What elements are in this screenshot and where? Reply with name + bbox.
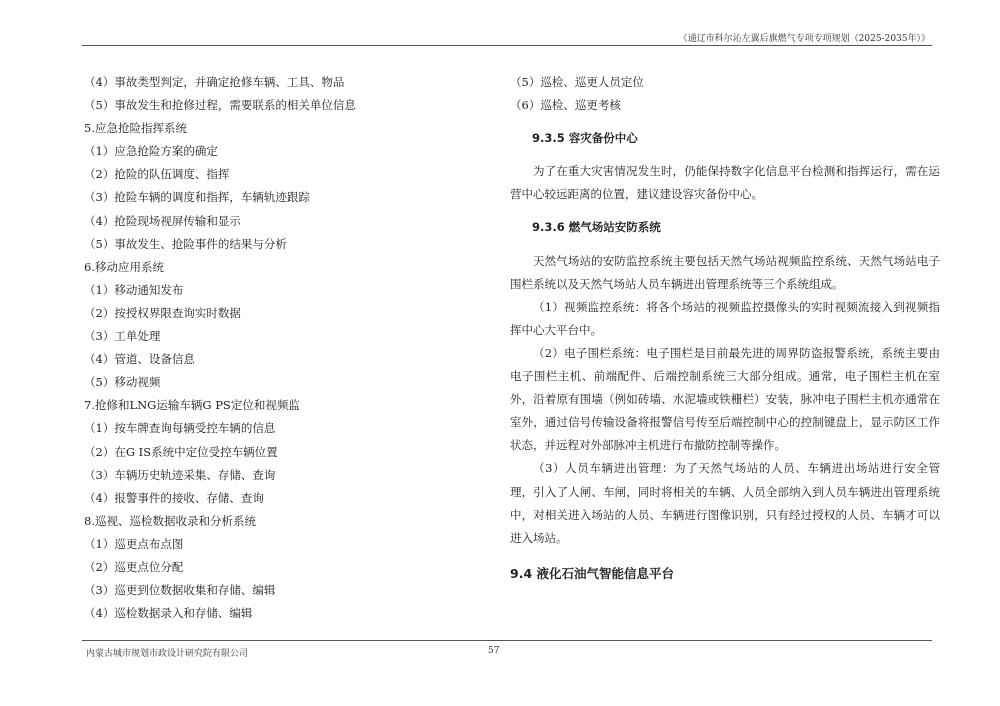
paragraph: （1）视频监控系统：将各个场站的视频监控摄像头的实时视频流接入到视频指挥中心大平台中。 [510,299,940,337]
list-item: （1）巡更点布点图 [84,536,184,551]
list-item: （2）按授权界限查询实时数据 [84,305,241,320]
footer-organization: 内蒙古城市规划市政设计研究院有限公司 [86,649,249,659]
list-heading: 7.抢修和LNG运输车辆G PS定位和视频监 [84,398,300,413]
footer-divider [82,640,932,641]
list-item: （2）巡更点位分配 [84,559,184,574]
paragraph: （2）电子围栏系统：电子围栏是目前最先进的周界防盗报警系统，系统主要由电子围栏主机、前端配件、后端控制系统三大部分组成。通常，电子围栏主机在室外，沿着原有围墙（例如砖墙、水泥墙或铁栅栏）安装，脉冲电子围栏主机亦通常在室外，通过信号传输设备将报警信号传至后端控制中心的控制键盘上，显示防区工作状态，并远程对外部脉冲主机进行布撤防控制等操作。 [510,345,940,453]
list-item: （5）巡检、巡更人员定位 [510,75,644,89]
list-heading: 5.应急抢险指挥系统 [84,121,187,136]
left-column [84,71,484,625]
list-item: （1）应急抢险方案的确定 [84,144,218,159]
section-heading-94: 9.4 液化石油气智能信息平台 [510,565,674,581]
list-item: （2）抢险的队伍调度、指挥 [84,167,230,182]
list-heading: 6.移动应用系统 [84,259,164,274]
list-item: （4）巡检数据录入和存储、编辑 [84,606,253,621]
list-item: （3）车辆历史轨迹采集、存储、查询 [84,467,276,482]
list-item: （4）事故类型判定，并确定抢修车辆、工具、物品 [84,75,345,89]
list-item: （5）移动视频 [84,375,161,390]
paragraph: （3）人员车辆进出管理：为了天然气场站的人员、车辆进出场站进行安全管理，引入了人闸、车闸，同时将相关的车辆、人员全部纳入到人员车辆进出管理系统中，对相关进入场站的人员、车辆进行图像识别，只有经过授权的人员、车辆才可以进入场站。 [510,461,940,545]
list-item: （4）抢险现场视屏传输和显示 [84,213,241,228]
list-item: （1）移动通知发布 [84,282,184,297]
paragraph: 为了在重大灾害情况发生时，仍能保持数字化信息平台检测和指挥运行，需在运营中心较远距离的位置，建议建设容灾备份中心。 [510,164,940,202]
list-item: （3）抢险车辆的调度和指挥，车辆轨迹跟踪 [84,190,310,205]
paragraph: 天然气场站的安防监控系统主要包括天然气场站视频监控系统、天然气场站电子围栏系统以及天然气场站人员车辆进出管理系统等三个系统组成。 [510,253,940,291]
section-heading-936: 9.3.6 燃气场站安防系统 [532,220,661,235]
list-item: （2）在G IS系统中定位受控车辆位置 [84,444,278,459]
list-item: （5）事故发生、抢险事件的结果与分析 [84,236,287,251]
list-item: （3）工单处理 [84,329,161,344]
list-item: （6）巡检、巡更考核 [510,98,621,113]
list-item: （1）按车牌查询每辆受控车辆的信息 [84,421,276,436]
list-item: （5）事故发生和抢修过程，需要联系的相关单位信息 [84,98,356,113]
list-heading: 8.巡视、巡检数据收录和分析系统 [84,513,256,528]
list-item: （4）管道、设备信息 [84,352,195,367]
right-column [510,71,940,585]
list-item: （3）巡更到位数据收集和存储、编辑 [84,583,276,598]
document-header-title: 《通辽市科尔沁左翼后旗燃气专项专项规划（2025-2035年）》 [678,34,930,44]
header-divider [82,45,932,46]
section-heading-935: 9.3.5 容灾备份中心 [532,131,638,146]
page-number: 57 [488,646,500,656]
list-item: （4）报警事件的接收、存储、查询 [84,490,264,505]
